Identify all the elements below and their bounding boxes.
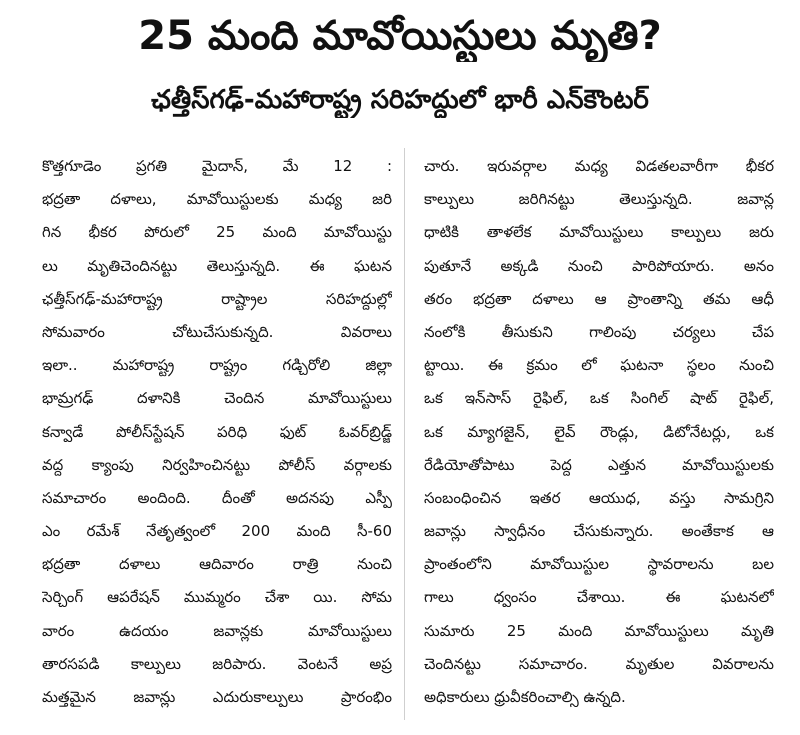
article-column-right xyxy=(424,150,774,714)
article-line: ఇలా.. మహారాష్ట్ర రాష్ట్రం గడ్చిరోలి జిల్లా xyxy=(42,356,392,375)
article-line: గాలు ధ్వంసం చేశాయి. ఈ ఘటనలో xyxy=(424,588,774,607)
article-line: తరం భద్రతా దళాలు ఆ ప్రాంతాన్ని తమ ఆధీ xyxy=(424,289,774,308)
article-line: ఒక ఇన్‌సాస్ రైఫిల్, ఒక సింగిల్ షాట్ రైఫిల్, xyxy=(424,389,774,408)
column-divider xyxy=(404,148,405,720)
article-line: చెందినట్టు సమాచారం. మృతుల వివరాలను xyxy=(424,654,774,673)
article-line: పుతూనే అక్కడి నుంచి పారిపోయారు. అనం xyxy=(424,256,774,275)
headline: 25 మంది మావోయిస్టులు మృతి? xyxy=(138,13,662,59)
article-line: వారం ఉదయం జవాన్లకు మావోయిస్టులు xyxy=(42,621,392,640)
article-line: భద్రతా దళాలు, మావోయిస్టులకు మధ్య జరి xyxy=(42,190,392,209)
article-line: అధికారులు ధ్రువీకరించాల్సి ఉన్నది. xyxy=(424,688,626,706)
article-line: సమాచారం అందింది. దీంతో అదనపు ఎస్పీ xyxy=(42,488,392,507)
article-column-left xyxy=(42,150,392,714)
article-line: గిన భీకర పోరులో 25 మంది మావోయిస్టు xyxy=(42,223,392,242)
article-line: కాల్పులు జరిగినట్టు తెలుస్తున్నది. జవాన్ల xyxy=(424,190,774,209)
article-line: ప్రాంతంలోని మావోయిస్టుల స్థావరాలను బల xyxy=(424,555,774,574)
article-line: సంబంధించిన ఇతర ఆయుధ, వస్తు సామగ్రిని xyxy=(424,488,774,507)
article-line: సోమవారం చోటుచేసుకున్నది. వివరాలు xyxy=(42,322,392,341)
article-line: నంలోకి తీసుకుని గాలింపు చర్యలు చేప xyxy=(424,322,774,341)
article-line: మత్తమైన జవాన్లు ఎదురుకాల్పులు ప్రారంభిం xyxy=(42,688,392,706)
article-line: కొత్తగూడెం ప్రగతి మైదాన్, మే 12 : xyxy=(42,157,392,175)
article-line: భద్రతా దళాలు ఆదివారం రాత్రి నుంచి xyxy=(42,555,392,574)
article-line: జవాన్లు స్వాధీనం చేసుకున్నారు. అంతేకాక ఆ xyxy=(424,522,774,541)
article-line: వద్ద క్యాంపు నిర్వహించినట్టు పోలీస్ వర్గాలకు xyxy=(42,455,392,474)
article-line: చారు. ఇరువర్గాల మధ్య విడతలవారీగా భీకర xyxy=(424,157,774,175)
article-line: ధాటికి తాళలేక మావోయిస్టులు కాల్పులు జరు xyxy=(424,223,774,242)
article-line: తారసపడి కాల్పులు జరిపారు. వెంటనే అప్ర xyxy=(42,654,392,673)
article-line: ఎం రమేశ్ నేతృత్వంలో 200 మంది సీ-60 xyxy=(42,522,392,541)
article-line: సెర్చింగ్ ఆపరేషన్ ముమ్మరం చేశా యి. సోమ xyxy=(42,588,392,607)
article-line: భామ్రగఢ్ దళానికి చెందిన మావోయిస్టులు xyxy=(42,389,392,408)
article-line: రేడియోతోపాటు పెద్ద ఎత్తున మావోయిస్టులకు xyxy=(424,455,774,474)
article-line: కన్వాడే పోలీస్‌స్టేషన్ పరిధి ఫుట్ ఓవర్‌బ్రిడ్జ్ xyxy=(42,422,392,441)
subheadline: ఛత్తీస్‌గఢ్-మహారాష్ట్ర సరిహద్దులో భారీ ఎన్‌కౌంటర్ xyxy=(151,85,649,115)
article-line: లు మృతిచెందినట్టు తెలుస్తున్నది. ఈ ఘటన xyxy=(42,256,392,275)
article-line: సుమారు 25 మంది మావోయిస్టులు మృతి xyxy=(424,621,774,640)
article-line: ట్టాయి. ఈ క్రమం లో ఘటనా స్థలం నుంచి xyxy=(424,356,774,375)
article-line: ఛత్తీస్‌గఢ్-మహారాష్ట్ర రాష్ట్రాల సరిహద్దుల్లో xyxy=(42,289,392,308)
article-line: ఒక మ్యాగజైన్, లైవ్ రౌండ్లు, డిటోనేటర్లు, ఒక xyxy=(424,422,774,441)
